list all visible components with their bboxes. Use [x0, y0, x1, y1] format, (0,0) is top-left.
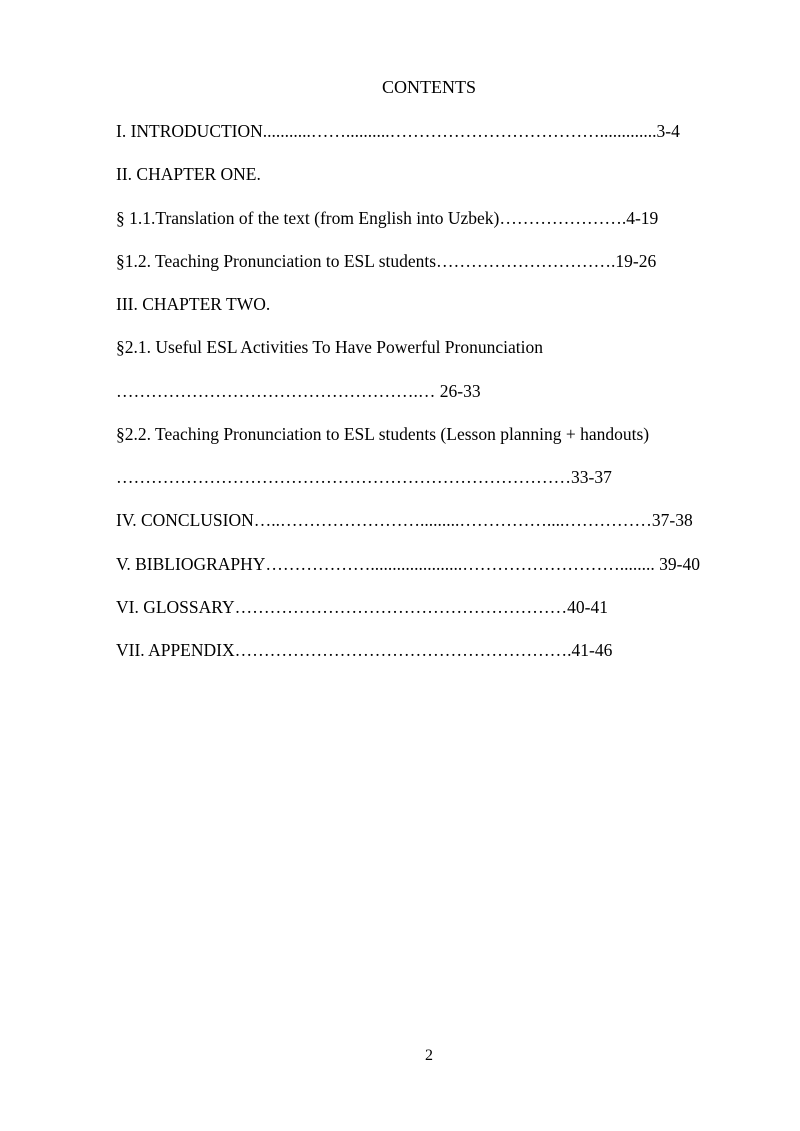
- contents-heading: CONTENTS: [382, 77, 476, 97]
- toc-entry-conclusion: IV. CONCLUSION…..…………………….........……………....……………37-38: [116, 510, 693, 530]
- toc-entry-section-1-2: §1.2. Teaching Pronunciation to ESL students………………………….19-26: [116, 251, 657, 271]
- toc-entry-section-1-1: § 1.1.Translation of the text (from English into Uzbek)………………….4-19: [116, 208, 659, 228]
- toc-entry-chapter-two: III. CHAPTER TWO.: [116, 294, 271, 314]
- toc-entry-section-2-2: §2.2. Teaching Pronunciation to ESL students (Lesson planning + handouts): [116, 424, 650, 444]
- toc-entry-introduction: I. INTRODUCTION...........……..........……………………………….............3-4: [116, 121, 680, 141]
- toc-entry-section-2-1-pages: …………………………………………….… 26-33: [116, 381, 481, 401]
- toc-entry-glossary: VI. GLOSSARY…………………………………………………40-41: [116, 597, 608, 617]
- toc-entry-appendix: VII. APPENDIX………………………………………………….41-46: [116, 640, 613, 660]
- page-number: 2: [425, 1047, 433, 1064]
- toc-entry-section-2-2-pages: ……………………………………………………………………33-37: [116, 467, 612, 487]
- toc-entry-chapter-one: II. CHAPTER ONE.: [116, 164, 261, 184]
- toc-entry-section-2-1: §2.1. Useful ESL Activities To Have Powerful Pronunciation: [116, 337, 543, 357]
- toc-entry-bibliography: V. BIBLIOGRAPHY……………….....................………………………........ 39-40: [116, 554, 700, 574]
